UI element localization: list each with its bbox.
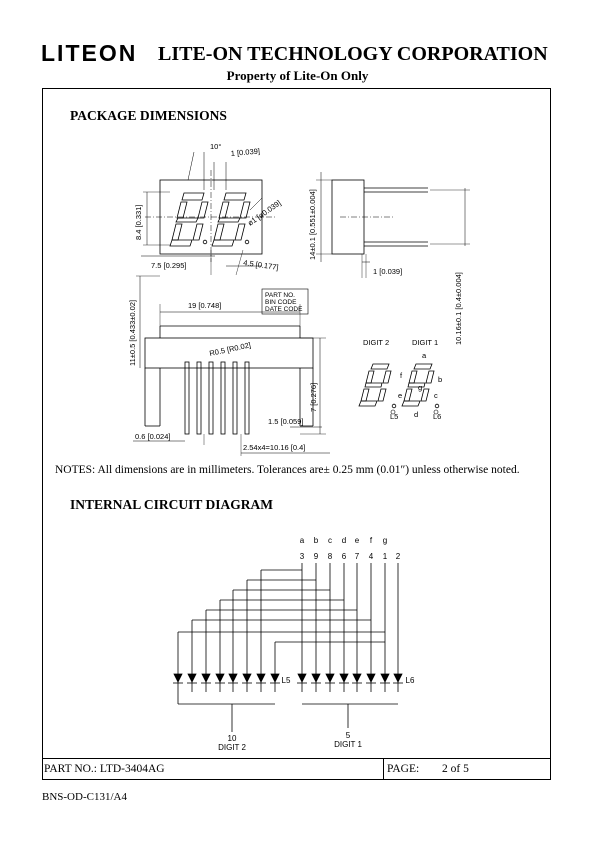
ref-seg-a: a <box>422 351 427 360</box>
seg-label-c: c <box>328 536 332 545</box>
page-label: PAGE: <box>387 763 420 775</box>
label-box-line-3: DATE CODE <box>265 306 303 313</box>
dim-lead-thk: 1 [0.039] <box>373 267 403 276</box>
label-box-line-2: BIN CODE <box>265 299 297 306</box>
ref-seg-d: d <box>414 410 419 419</box>
seg-label-a: a <box>299 536 305 545</box>
ref-digit-1-label: DIGIT 1 <box>412 338 439 347</box>
digit-1-pin: 5 <box>345 731 351 740</box>
document-code: BNS-OD-C131/A4 <box>42 791 127 803</box>
footer-divider <box>383 759 384 780</box>
dim-row-spacing: 10.16±0.1 [0.4±0.004] <box>454 272 463 345</box>
dim-angle: 10° <box>210 142 222 151</box>
company-name: LITE-ON TECHNOLOGY CORPORATION <box>158 43 548 65</box>
page-number: 2 of 5 <box>442 763 469 775</box>
seg-label-e: e <box>354 536 360 545</box>
dim-seg-width: 1 [0.039] <box>230 146 261 158</box>
digit-2-pin: 10 <box>227 734 237 743</box>
diode-row-digit-2 <box>173 674 280 683</box>
circuit-l5: L5 <box>281 676 291 685</box>
pin-3: 3 <box>299 552 305 561</box>
label-box-line-1: PART NO. <box>265 292 295 299</box>
pin-9: 9 <box>313 552 319 561</box>
pin-1: 1 <box>382 552 388 561</box>
liteon-logo: LITEON <box>41 40 138 66</box>
seg-label-d: d <box>341 536 347 545</box>
seg-label-g: g <box>382 536 388 545</box>
dim-body-height: 11±0.5 [0.433±0.02] <box>128 299 137 366</box>
dim-pitch: 4.5 [0.177] <box>242 258 280 272</box>
digit-1-label: DIGIT 1 <box>334 740 362 749</box>
ref-digit-2-label: DIGIT 2 <box>363 338 390 347</box>
dim-pin-pitch: 2.54x4=10.16 [0.4] <box>243 443 306 452</box>
circuit-l6: L6 <box>405 676 415 685</box>
ref-l5: L5 <box>390 412 399 421</box>
circuit-wiring <box>178 563 398 732</box>
diode-row-digit-1 <box>297 674 403 683</box>
dim-total-width: 19 [0.748] <box>188 301 222 310</box>
dim-pin-width: 1.5 [0.059] <box>268 417 304 426</box>
ref-seg-c: c <box>434 391 438 400</box>
ref-seg-f: f <box>400 371 403 380</box>
pin-4: 4 <box>368 552 374 561</box>
dim-dp-dia: ø1 [ø0.039] <box>245 198 283 228</box>
dim-width-bottom: 7.5 [0.295] <box>151 261 187 270</box>
seg-label-b: b <box>313 536 319 545</box>
circuit-title: INTERNAL CIRCUIT DIAGRAM <box>70 497 274 512</box>
dim-pin-thk: 0.6 [0.024] <box>135 432 171 441</box>
ref-seg-e: e <box>398 391 403 400</box>
notes-text: NOTES: All dimensions are in millimeters. Tolerances are± 0.25 mm (0.01″) unless otherwise noted. <box>55 464 520 476</box>
seg-label-f: f <box>369 536 373 545</box>
pin-7: 7 <box>354 552 360 561</box>
pin-6: 6 <box>341 552 347 561</box>
dim-pin-length: 7 [0.276] <box>309 382 318 412</box>
ref-seg-b: b <box>438 375 443 384</box>
ref-seg-g: g <box>418 383 423 392</box>
footer-row <box>42 758 551 780</box>
part-number: PART NO.: LTD-3404AG <box>44 763 165 775</box>
package-dimensions-title: PACKAGE DIMENSIONS <box>70 108 227 123</box>
ref-l6: L6 <box>433 412 442 421</box>
pin-8: 8 <box>327 552 333 561</box>
dim-radius: R0.5 [R0.02] <box>208 340 252 358</box>
property-notice: Property of Lite-On Only <box>226 68 369 83</box>
dim-height-side: 14±0.1 [0.551±0.004] <box>308 189 317 260</box>
pin-2: 2 <box>395 552 401 561</box>
dim-digit-height: 8.4 [0.331] <box>134 204 143 240</box>
digit-2-label: DIGIT 2 <box>218 743 246 752</box>
